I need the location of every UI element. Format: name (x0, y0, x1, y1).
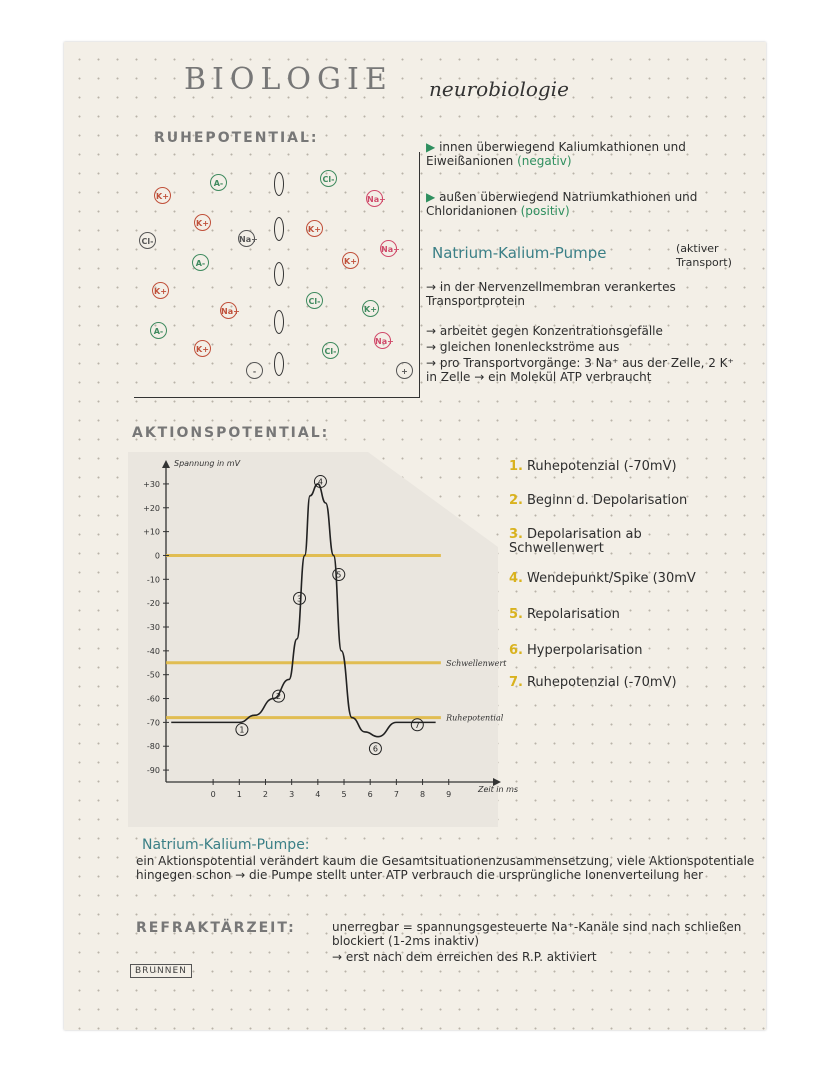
y-tick-label: -10 (146, 575, 160, 585)
ion: Na+ (374, 332, 391, 349)
ap-chart (128, 452, 519, 827)
legend-text: Beginn d. Depolarisation (526, 493, 688, 508)
y-axis-label: Spannung in mV (174, 459, 241, 468)
pumpe-tag: (aktiver Transport) (676, 242, 732, 269)
phase-marker-label: 7 (414, 720, 420, 730)
y-tick-label: -80 (146, 742, 160, 752)
phase-marker-label: 5 (336, 570, 342, 580)
y-tick-label: -30 (146, 623, 160, 632)
legend-number: 7. (509, 675, 523, 690)
ruhepotential-heading: RUHEPOTENTIAL: (154, 130, 319, 146)
bullet-icon: ▶ (426, 140, 436, 154)
bottom-pumpe-text: ein Aktionspotential verändert kaum die Gesamtsituationenzusammensetzung, viele Aktionspotentiale hingegen schon → die Pumpe stellt unter ATP verbrauch die ursprüngliche Ionenverteilung her (136, 854, 755, 882)
legend-number: 2. (509, 493, 523, 508)
ruhe-note-2 (426, 190, 756, 218)
legend-text: Hyperpolarisation (526, 643, 643, 658)
threshold-label: Schwellenwert (446, 658, 507, 668)
x-tick-label: 7 (393, 790, 399, 799)
pumpe-line-4: → pro Transportvorgänge: 3 Na⁺ aus der Zelle, 2 K⁺ in Zelle → ein Molekül ATP verbraucht (426, 356, 734, 384)
ion: A- (150, 322, 167, 339)
y-tick-label: -40 (146, 646, 160, 656)
pumpe-title: Natrium-Kalium-Pumpe (432, 244, 607, 262)
x-tick-label: 3 (289, 790, 295, 799)
refraktar-line-1: unerregbar = spannungsgesteuerte Na⁺-Kanäle sind nach schließen blockiert (1-2ms inaktiv) (332, 920, 742, 948)
pumpe-line-3: → gleichen Ionenleckströme aus (426, 340, 620, 354)
phase-marker-label: 6 (372, 744, 378, 754)
phase-marker-label: 2 (276, 692, 282, 702)
ion: Na+ (220, 302, 237, 319)
aktionspotential-heading: AKTIONSPOTENTIAL: (132, 425, 330, 441)
membrane-channel (274, 217, 284, 241)
ion: Cl- (139, 232, 156, 249)
membrane-channel (274, 172, 284, 196)
ion: Na+ (366, 190, 383, 207)
x-tick-label: 2 (262, 790, 269, 799)
legend-text: Ruhepotenzial (-70mV) (526, 675, 677, 690)
legend-item (509, 608, 620, 622)
x-tick-label: 5 (341, 790, 347, 799)
phase-marker-label: 1 (239, 725, 245, 735)
y-tick-label: -90 (146, 766, 160, 776)
legend-text: Repolarisation (526, 607, 620, 622)
ion: Cl- (320, 170, 337, 187)
x-tick-label: 8 (420, 790, 426, 799)
ion: K+ (194, 340, 211, 357)
ion: Cl- (322, 342, 339, 359)
refraktar-heading: REFRAKTÄRZEIT: (136, 920, 296, 936)
membrane-channel (274, 352, 284, 376)
legend-text: Depolarisation ab Schwellenwert (509, 527, 642, 556)
ion: K+ (152, 282, 169, 299)
y-tick-label: -70 (146, 718, 160, 728)
ap-legend (509, 454, 764, 704)
x-axis-label: Zeit in ms (478, 785, 519, 794)
y-tick-label: -20 (146, 599, 160, 609)
ion: K+ (194, 214, 211, 231)
legend-number: 5. (509, 607, 523, 622)
ion: A- (192, 254, 209, 271)
ion: + (396, 362, 413, 379)
refraktar-line-2: → erst nach dem erreichen des R.P. aktiviert (332, 950, 597, 964)
threshold-label: Ruhepotential (446, 713, 504, 723)
ion: Cl- (306, 292, 323, 309)
legend-number: 4. (509, 571, 523, 586)
legend-item (509, 644, 642, 658)
y-tick-label: +10 (143, 527, 160, 537)
ion: Na+ (238, 230, 255, 247)
bullet-icon: ▶ (426, 190, 436, 204)
legend-item (509, 572, 696, 586)
ion: K+ (342, 252, 359, 269)
ruhe-note-1 (426, 140, 756, 168)
legend-number: 1. (509, 459, 523, 474)
x-tick-label: 1 (236, 790, 242, 799)
legend-item (509, 676, 677, 690)
brand-logo: BRUNNEN (130, 964, 192, 978)
x-tick-label: 6 (367, 790, 373, 799)
ap-chart-paper (128, 452, 519, 827)
note-text: innen überwiegend Kaliumkathionen und Eiweißanionen (426, 140, 686, 168)
legend-item (509, 494, 687, 508)
x-tick-label: 4 (315, 790, 321, 799)
legend-number: 3. (509, 527, 523, 542)
page-title: BIOLOGIE (184, 62, 393, 97)
bottom-pumpe-heading: Natrium-Kalium-Pumpe: (142, 837, 310, 853)
ion: Na+ (380, 240, 397, 257)
ion: K+ (362, 300, 379, 317)
phase-marker-label: 4 (317, 477, 324, 487)
legend-text: Wendepunkt/Spike (30mV (526, 571, 696, 586)
y-tick-label: 0 (154, 551, 160, 561)
y-tick-label: +20 (143, 503, 160, 513)
ion: - (246, 362, 263, 379)
x-tick-label: 0 (210, 790, 216, 799)
legend-text: Ruhepotenzial (-70mV) (526, 459, 677, 474)
notebook-page (64, 42, 766, 1030)
chart-paper-bg (128, 452, 498, 827)
pumpe-line-1: → in der Nervenzellmembran verankertes Transportprotein (426, 280, 676, 308)
ion: K+ (306, 220, 323, 237)
membrane-channel (274, 310, 284, 334)
y-tick-label: -60 (146, 694, 160, 704)
ion: K+ (154, 187, 171, 204)
membrane-channel (274, 262, 284, 286)
legend-item (509, 460, 677, 474)
legend-item (509, 528, 739, 556)
page-subtitle: neurobiologie (429, 77, 569, 101)
note-tag: (negativ) (517, 154, 572, 168)
ion: A- (210, 174, 227, 191)
phase-marker-label: 3 (296, 594, 303, 604)
x-tick-label: 9 (446, 790, 452, 799)
legend-number: 6. (509, 643, 523, 658)
note-tag: (positiv) (520, 204, 570, 218)
pumpe-line-2: → arbeitet gegen Konzentrationsgefälle (426, 324, 663, 338)
note-text: außen überwiegend Natriumkathionen und Chloridanionen (426, 190, 698, 218)
ion-diagram (134, 152, 420, 398)
y-tick-label: -50 (146, 670, 160, 680)
y-tick-label: +30 (143, 479, 160, 489)
